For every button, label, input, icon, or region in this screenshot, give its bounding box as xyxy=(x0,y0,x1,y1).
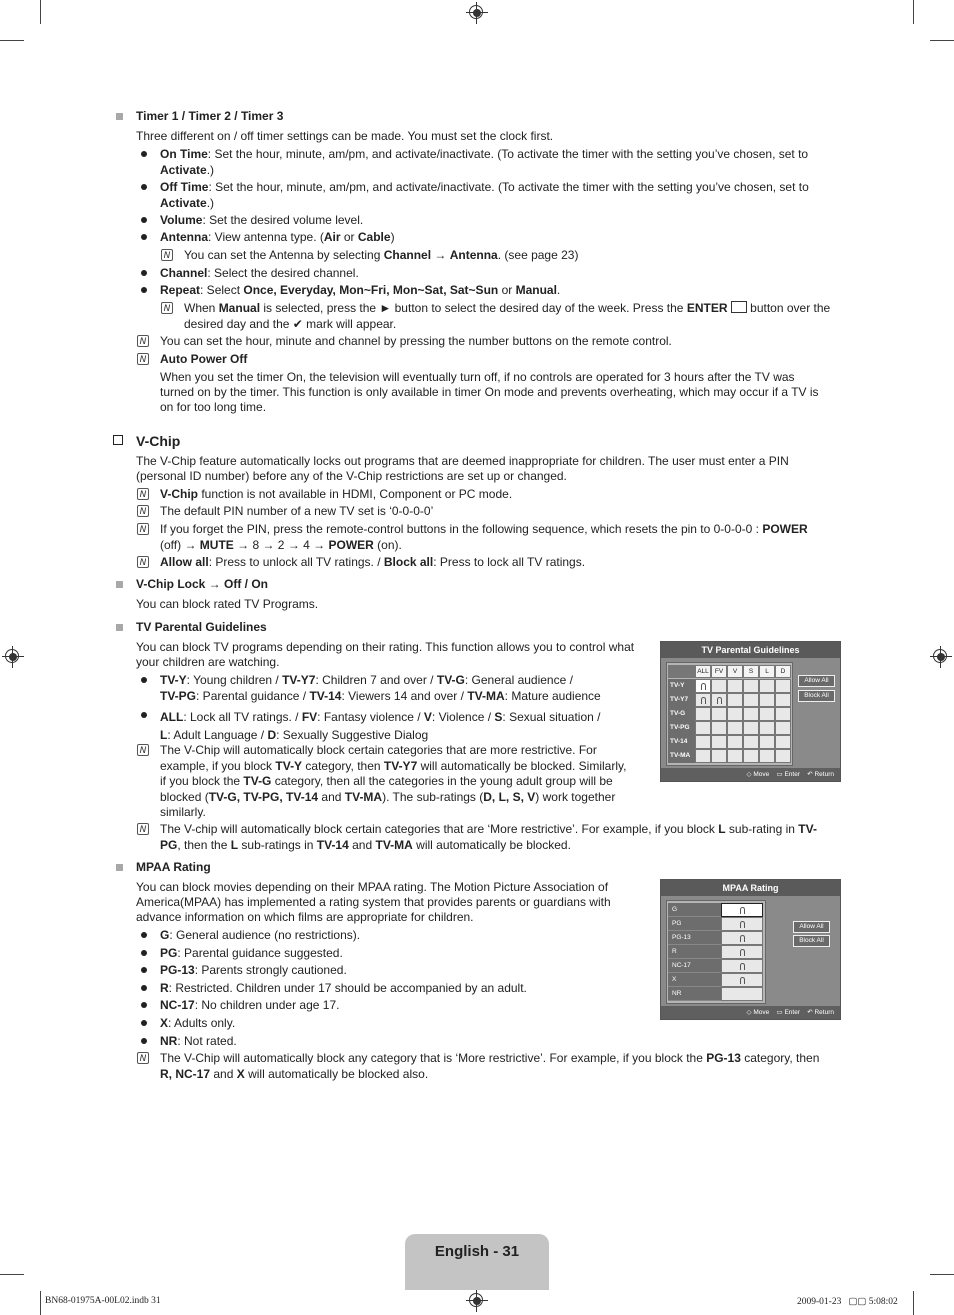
note-icon xyxy=(137,505,149,517)
bullet-icon xyxy=(141,712,147,718)
grid-cell[interactable] xyxy=(727,721,743,735)
note-icon xyxy=(137,556,149,568)
bullet-icon xyxy=(141,1002,147,1008)
date-info: 2009-01-23 ▢▢ 5:08:02 xyxy=(797,1297,898,1307)
bullet-icon xyxy=(141,270,147,276)
grid-cell[interactable] xyxy=(759,735,775,749)
antenna-note: You can set the Antenna by selecting Channel → Antenna. (see page 23) xyxy=(184,248,579,262)
grid-cell[interactable] xyxy=(743,707,759,721)
note-icon xyxy=(137,744,149,756)
page-number-tab xyxy=(405,1234,549,1290)
mpaa-row-label: NC-17 xyxy=(668,959,721,973)
mpaa-lock-cell[interactable] xyxy=(721,903,763,917)
mpaa-text-line: advance information on which films are appropriate for children. xyxy=(136,910,474,924)
square-bullet-icon xyxy=(116,113,123,120)
mpaa-list-item: NC-17: No children under age 17. xyxy=(160,998,340,1012)
note-icon xyxy=(161,249,173,261)
enter-icon: ▭ xyxy=(776,771,783,778)
mpaa-lock-cell[interactable] xyxy=(721,931,763,945)
mpaa-list-item: G: General audience (no restrictions). xyxy=(160,928,361,942)
bullet-icon xyxy=(141,184,147,190)
note-icon xyxy=(137,823,149,835)
note-icon xyxy=(161,302,173,314)
crop-mark xyxy=(930,40,954,41)
grid-column-header: V xyxy=(727,665,743,678)
checkbox-bullet-icon xyxy=(113,435,123,445)
manual-note: When Manual is selected, press the ► button to select the desired day of the week. Press the ENTER button over the desired day and the ✔ mark will appear. xyxy=(184,301,831,331)
grid-row-label: TV-Y xyxy=(668,679,695,693)
mpaa-list-item: NR: Not rated. xyxy=(160,1034,237,1048)
osd-title: TV Parental Guidelines xyxy=(661,642,840,658)
crop-mark xyxy=(930,1274,954,1275)
grid-cell[interactable] xyxy=(695,679,711,693)
bullet-icon xyxy=(141,287,147,293)
auto-power-off-line: When you set the timer On, the television will eventually turn off, if no controls are operated for 3 hours after the TV was xyxy=(160,370,795,384)
off-time-item: Off Time: Set the hour, minute, am/pm, and activate/inactivate. (To activate the timer with the setting you’ve chosen, set to Activate.) xyxy=(160,180,809,210)
bullet-icon xyxy=(141,950,147,956)
mpaa-lock-cell[interactable] xyxy=(721,987,763,1001)
square-bullet-icon xyxy=(116,864,123,871)
grid-cell[interactable] xyxy=(727,735,743,749)
tv-parental-text-line: your children are watching. xyxy=(136,655,280,669)
lock-icon xyxy=(740,977,745,984)
mpaa-list-item: PG-13: Parents strongly cautioned. xyxy=(160,963,347,977)
grid-cell[interactable] xyxy=(743,721,759,735)
grid-cell[interactable] xyxy=(743,735,759,749)
grid-column-header: L xyxy=(759,665,775,678)
grid-corner xyxy=(668,665,695,678)
lock-icon xyxy=(701,683,706,690)
vchip-note: If you forget the PIN, press the remote-control buttons in the following sequence, which resets the pin to 0-0-0-0 : POWER (off) → MUTE → 8 → 2 → 4 → POWER (on). xyxy=(160,522,808,552)
footer-return-label: Return xyxy=(814,771,834,778)
vchip-lock-heading: V-Chip Lock → Off / On xyxy=(136,577,268,591)
vchip-note: Allow all: Press to unlock all TV ratings. / Block all: Press to lock all TV ratings. xyxy=(160,555,586,569)
note-icon xyxy=(137,488,149,500)
move-icon: ◇ xyxy=(746,771,752,778)
grid-cell[interactable] xyxy=(695,749,711,763)
grid-cell[interactable] xyxy=(695,693,711,707)
square-bullet-icon xyxy=(116,581,123,588)
vchip-text-line: The V-Chip feature automatically locks out programs that are deemed inappropriate for children. The user must enter a PIN xyxy=(136,454,789,468)
lock-icon xyxy=(740,963,745,970)
tv-parental-text-line: You can block TV programs depending on their rating. This function allows you to control what xyxy=(136,640,635,654)
lock-icon xyxy=(740,921,745,928)
mpaa-lock-cell[interactable] xyxy=(721,959,763,973)
mpaa-note: The V-Chip will automatically block any category that is ‘More restrictive’. For example, if you block the PG-13 category, then R, NC-17 and X will automatically be blocked also. xyxy=(160,1051,820,1081)
bullet-icon xyxy=(141,932,147,938)
bullet-icon xyxy=(141,985,147,991)
grid-cell[interactable] xyxy=(743,679,759,693)
grid-row-label: TV-14 xyxy=(668,735,695,749)
on-time-item: On Time: Set the hour, minute, am/pm, and activate/inactivate. (To activate the timer with the setting you’ve chosen, set to Activate.) xyxy=(160,147,809,177)
tv-rating-list-item: TV-Y: Young children / TV-Y7: Children 7 and over / TV-G: General audience / TV-PG: Parental guidance / TV-14: Viewers 14 and over / TV-MA: Mature audience xyxy=(160,673,601,703)
crop-mark xyxy=(40,1291,41,1315)
mpaa-row-label: PG xyxy=(668,917,721,931)
volume-item: Volume: Set the desired volume level. xyxy=(160,213,364,227)
vchip-lock-text: You can block rated TV Programs. xyxy=(136,597,319,611)
footer-enter-label: Enter xyxy=(784,771,800,778)
grid-row-label: TV-Y7 xyxy=(668,693,695,707)
mpaa-text-line: You can block movies depending on their MPAA rating. The Motion Picture Association of xyxy=(136,880,609,894)
mpaa-row-label: G xyxy=(668,903,721,917)
tv-parental-note: The V-Chip will automatically block certain categories that are more restrictive. For example, if you block TV-Y category, then TV-Y7 will automatically be blocked. Similarly, if you block the TV-G category, then all the categories in the young adult group will be blocked (TV-G, TV-PG, TV-14 and TV-MA). The sub-ratings (D, L, S, V) work together similarly. xyxy=(160,743,627,819)
grid-column-header: ALL xyxy=(695,665,711,678)
bullet-icon xyxy=(141,1020,147,1026)
crop-mark xyxy=(913,0,914,24)
registration-mark-icon xyxy=(933,649,947,663)
return-icon: ↶ xyxy=(807,1009,813,1016)
grid-cell[interactable] xyxy=(711,721,727,735)
grid-cell[interactable] xyxy=(775,749,791,763)
grid-cell[interactable] xyxy=(759,679,775,693)
vchip-text-line: (personal ID number) before any of the V-Chip restrictions are set up or changed. xyxy=(136,469,567,483)
mpaa-osd-screenshot xyxy=(660,879,841,1020)
mpaa-lock-cell[interactable] xyxy=(721,917,763,931)
osd-footer xyxy=(661,768,840,781)
crop-mark xyxy=(913,1291,914,1315)
footer-enter-label: Enter xyxy=(784,1009,800,1016)
grid-cell[interactable] xyxy=(775,707,791,721)
grid-cell[interactable] xyxy=(743,693,759,707)
footer-return-label: Return xyxy=(814,1009,834,1016)
move-icon: ◇ xyxy=(746,1009,752,1016)
registration-mark-icon xyxy=(5,649,19,663)
tv-parental-heading: TV Parental Guidelines xyxy=(136,620,267,634)
sub-rating-list-item: ALL: Lock all TV ratings. / FV: Fantasy violence / V: Violence / S: Sexual situation / L: Adult Language / D: Sexually Suggestive Dialog xyxy=(160,710,601,742)
note-icon xyxy=(137,335,149,347)
mpaa-list-item: X: Adults only. xyxy=(160,1016,236,1030)
bullet-icon xyxy=(141,151,147,157)
grid-cell[interactable] xyxy=(775,721,791,735)
bullet-icon xyxy=(141,234,147,240)
tv-parental-note: The V-chip will automatically block certain categories that are ‘More restrictive’. For example, if you block L sub-rating in TV- PG, then the L sub-ratings in TV-14 and TV-MA will automatically be blocked. xyxy=(160,822,817,852)
mpaa-row-label: X xyxy=(668,973,721,987)
timer-intro: Three different on / off timer settings can be made. You must set the clock first. xyxy=(136,129,554,143)
repeat-item: Repeat: Select Once, Everyday, Mon~Fri, Mon~Sat, Sat~Sun or Manual. xyxy=(160,283,561,297)
grid-cell[interactable] xyxy=(695,721,711,735)
page-number: English - 31 xyxy=(434,1243,520,1260)
lock-icon xyxy=(701,697,706,704)
mpaa-text-line: America(MPAA) has implemented a rating system that provides parents or guardians with xyxy=(136,895,611,909)
grid-cell[interactable] xyxy=(759,693,775,707)
grid-cell[interactable] xyxy=(711,679,727,693)
mpaa-list-item: R: Restricted. Children under 17 should be accompanied by an adult. xyxy=(160,981,527,995)
mpaa-row-label: NR xyxy=(668,987,721,1001)
osd-title: MPAA Rating xyxy=(661,880,840,896)
osd-footer xyxy=(661,1006,840,1019)
auto-power-off-line: turned on by the timer. This function is only available in timer On mode and prevents overheating, which may occur if a TV is xyxy=(160,385,819,399)
auto-power-off-line: on for too long time. xyxy=(160,400,267,414)
lock-icon xyxy=(740,949,745,956)
rating-grid xyxy=(666,662,793,766)
square-bullet-icon xyxy=(116,624,123,631)
grid-cell[interactable] xyxy=(695,735,711,749)
grid-cell[interactable] xyxy=(759,707,775,721)
checkmark-icon: ✔ xyxy=(292,316,303,331)
mpaa-heading: MPAA Rating xyxy=(136,860,211,874)
mpaa-list-item: PG: Parental guidance suggested. xyxy=(160,946,343,960)
return-icon: ↶ xyxy=(807,771,813,778)
grid-row-label: TV-G xyxy=(668,707,695,721)
grid-cell[interactable] xyxy=(759,749,775,763)
mpaa-rating-list xyxy=(666,900,766,1004)
note-icon xyxy=(137,523,149,535)
vchip-note: The default PIN number of a new TV set is ‘0-0-0-0’ xyxy=(160,504,434,518)
mpaa-lock-cell[interactable] xyxy=(721,973,763,987)
block-all-button[interactable]: Block All xyxy=(793,935,830,947)
lock-icon xyxy=(740,907,745,914)
mpaa-lock-cell[interactable] xyxy=(721,945,763,959)
grid-cell[interactable] xyxy=(727,693,743,707)
grid-cell[interactable] xyxy=(727,679,743,693)
lock-icon xyxy=(717,697,722,704)
crop-mark xyxy=(0,40,24,41)
registration-mark-icon xyxy=(469,5,483,19)
grid-cell[interactable] xyxy=(711,749,727,763)
antenna-item: Antenna: View antenna type. (Air or Cable) xyxy=(160,230,395,244)
crop-mark xyxy=(40,0,41,24)
block-all-button[interactable]: Block All xyxy=(798,690,835,702)
grid-column-header: D xyxy=(775,665,791,678)
grid-cell[interactable] xyxy=(759,721,775,735)
grid-cell[interactable] xyxy=(727,749,743,763)
lock-icon xyxy=(740,935,745,942)
bullet-icon xyxy=(141,1038,147,1044)
grid-cell[interactable] xyxy=(775,693,791,707)
note-icon xyxy=(137,353,149,365)
vchip-note: V-Chip function is not available in HDMI, Component or PC mode. xyxy=(160,487,513,501)
mpaa-row-label: R xyxy=(668,945,721,959)
registration-mark-icon xyxy=(469,1293,483,1307)
grid-cell[interactable] xyxy=(695,707,711,721)
grid-row-label: TV-PG xyxy=(668,721,695,735)
grid-cell[interactable] xyxy=(775,679,791,693)
crop-mark xyxy=(0,1274,24,1275)
number-note: You can set the hour, minute and channel by pressing the number buttons on the remote control. xyxy=(160,334,672,348)
tv-parental-osd-screenshot xyxy=(660,641,841,782)
timer-heading: Timer 1 / Timer 2 / Timer 3 xyxy=(136,109,284,123)
file-info: BN68-01975A-00L02.indb 31 xyxy=(45,1296,161,1306)
grid-row-label: TV-MA xyxy=(668,749,695,763)
bullet-icon xyxy=(141,217,147,223)
grid-cell[interactable] xyxy=(743,749,759,763)
mpaa-row-label: PG-13 xyxy=(668,931,721,945)
grid-column-header: S xyxy=(743,665,759,678)
grid-cell[interactable] xyxy=(711,735,727,749)
allow-all-button[interactable]: Allow All xyxy=(793,921,830,933)
bullet-icon xyxy=(141,967,147,973)
enter-icon xyxy=(731,301,747,313)
grid-cell[interactable] xyxy=(711,707,727,721)
footer-move-label: Move xyxy=(753,771,770,778)
channel-item: Channel: Select the desired channel. xyxy=(160,266,359,280)
note-icon xyxy=(137,1052,149,1064)
grid-column-header: FV xyxy=(711,665,727,678)
grid-cell[interactable] xyxy=(711,693,727,707)
enter-icon: ▭ xyxy=(776,1009,783,1016)
bullet-icon xyxy=(141,677,147,683)
auto-power-off-heading: Auto Power Off xyxy=(160,352,248,366)
allow-all-button[interactable]: Allow All xyxy=(798,675,835,687)
grid-cell[interactable] xyxy=(727,707,743,721)
vchip-heading: V-Chip xyxy=(136,433,181,449)
grid-cell[interactable] xyxy=(775,735,791,749)
footer-move-label: Move xyxy=(753,1009,770,1016)
